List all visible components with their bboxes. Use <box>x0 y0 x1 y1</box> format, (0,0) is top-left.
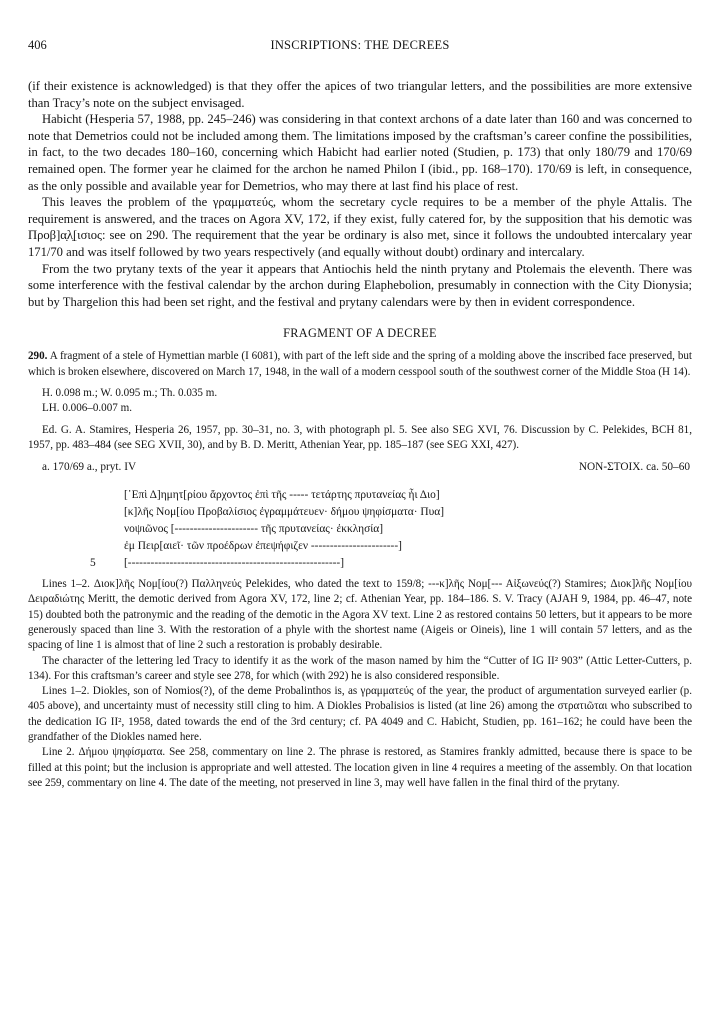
inscription-text <box>28 487 692 573</box>
section-title: FRAGMENT OF A DECREE <box>283 326 437 341</box>
commentary-paragraph: Lines 1–2. Diokles, son of Nomios(?), of the deme Probalinthos is, as γραμματεύς of the year, the product of argumentation surveyed earlier (p. 405 above), and uncertainty must of necessity still cling to him. A Diokles Probalisios is listed (at line 26) among the στρατιῶται who subscribed to the dedication IG II², 1958, dated towards the end of the 3rd century; cf. PA 4049 and C. Habicht, Studien, pp. 161–162; he could have been the grandfather of the Diokles named here. <box>28 685 692 744</box>
measurements-line: LH. 0.006–0.007 m. <box>42 402 132 415</box>
paragraph: From the two prytany texts of the year it appears that Antiochis held the ninth prytany and Ptolemais the eleventh. There was some interference with the festival calendar by the archon during Elaphebolion, presumably in connection with the City Dionysia; but by Thargelion this had been set right, and the festival and prytany calendars were by then in evident correspondence. <box>28 261 692 309</box>
commentary-paragraph: Lines 1–2. Διοκ]λῆς Νομ[ίου(?) Παλληνεύς Pelekides, who dated the text to 159/8; ---κ]λῆς Νομ[--- Αἰξωνεύς(?) Stamires; Διοκ]λῆς Νομ[ίου Δειραδιώτης Meritt, the demotic derived from Agora XV, 172, line 2; cf. Athenian Year, pp. 184–186. S. V. Tracy (AJAH 9, 1984, pp. 46–47, note 15) doubted both the patronymic and the reading of the demotic in the Agora XV text. Line 2 as restored contains 50 letters, but it appears to be more generously spaced than line 3. With the restoration of a phyle with the shortest name (Aigeis or Oineis), line 1 will contain 57 letters, and as the spacing of line 1 is almost that of line 2 such a restoration is probably desirable. <box>28 578 692 652</box>
entry-description-text: A fragment of a stele of Hymettian marble (I 6081), with part of the left side and the spring of a molding above the inscribed face preserved, but which is broken elsewhere, discovered on March 17, 1948, in the wall of a modern cesspool south of the southwest corner of the Middle Stoa (H 14). <box>28 350 692 378</box>
measurements-line: H. 0.098 m.; W. 0.095 m.; Th. 0.035 m. <box>42 386 218 399</box>
paragraph: Habicht (Hesperia 57, 1988, pp. 245–246) was considering in that context archons of a date later than 160 and was concerned to note that Demetrios could not be included among them. The limitations imposed by the craftsman’s career confine the possibilities, in fact, to the two decades 180–160, concerning which Habicht had earlier noted (Studien, p. 173) that only 180/79 and 170/69 remained open. The former year he claimed for the archon he named Philon I (ibid., pp. 168–170). 170/69 is left, in consequence, as the only possible and available year for Demetrios, who may there at last find his place of rest. <box>28 112 692 193</box>
commentary-paragraph: Line 2. Δήμου ψηφίσματα. See 258, commentary on line 2. The phrase is restored, as Stamires frankly admitted, because there is space to be filled at this point; but the inclusion is appropriate and well attested. The location given in line 4 requires a meeting of the assembly. On that location see 259, commentary on line 4. The date of the meeting, not preserved in line 3, may well have fallen in the final third of the prytany. <box>28 746 692 789</box>
commentary-paragraph: The character of the lettering led Tracy to identify it as the work of the mason named by him the “Cutter of IG II² 903” (Attic Letter-Cutters, p. 134). For this craftsman’s career and style see 278, for which (with 292) he is also considered responsible. <box>28 654 692 682</box>
date-line <box>28 461 692 479</box>
document-page <box>28 38 692 791</box>
running-head: INSCRIPTIONS: THE DECREES <box>270 38 450 52</box>
entry-description <box>28 349 692 380</box>
entry-number: 290. <box>28 350 48 363</box>
inscription-line: [--------------------------------------------------------] <box>124 557 345 570</box>
page-header <box>28 38 692 58</box>
inscription-format: NON-ΣΤΟΙΧ. ca. 50–60 <box>578 461 690 474</box>
inscription-line: [᾿Επὶ Δ]ημητ[ρίου ἄρχοντος ἐπὶ τῆς ----- τετάρτης πρυτανείας ἧι Διο] <box>124 489 440 502</box>
bibliography <box>28 423 692 454</box>
line-number: 5 <box>90 557 96 570</box>
paragraph: (if their existence is acknowledged) is that they offer the apices of two triangular letters, and the possibilities are more extensive than Tracy’s note on the subject envisaged. <box>28 79 692 110</box>
commentary <box>28 577 692 791</box>
inscription-line: νοψιῶνος [---------------------- τῆς πρυτανείας· ἐκκλησία] <box>124 523 384 536</box>
paragraph: This leaves the problem of the γραμματεύς, whom the secretary cycle requires to be a member of the phyle Attalis. The requirement is answered, and the traces on Agora XV, 172, if they exist, fully catered for, by the supposition that his demotic was Προβ]α̣λ̣[ισιος: see on 290. The requirement that the year be ordinary is also met, since it follows the undoubted intercalary year 171/70 and was itself followed by two years respectively (and equally without doubt) ordinary and intercalary. <box>28 195 692 259</box>
inscription-date: a. 170/69 a., pryt. IV <box>42 461 137 474</box>
inscription-line: ἐμ Πειρ[αιεῖ· τῶν προέδρων ἐπεψήφιζεν -----------------------] <box>124 540 402 553</box>
inscription-line: [κ]λῆς Νομ[ίου Προβαλίσιος ἐγραμμάτευεν· δήμου ψηφίσματα· Πυα] <box>124 506 445 519</box>
bibliography-text: Ed. G. A. Stamires, Hesperia 26, 1957, pp. 30–31, no. 3, with photograph pl. 5. See also SEG XVI, 76. Discussion by C. Pelekides, BCH 81, 1957, pp. 483–484 (see SEG XVII, 30), and by B. D. Meritt, Athenian Year, pp. 185–187 (see SEG XXI, 427). <box>28 423 692 451</box>
measurements <box>28 386 692 417</box>
main-text <box>28 78 692 310</box>
page-number: 406 <box>28 38 47 52</box>
